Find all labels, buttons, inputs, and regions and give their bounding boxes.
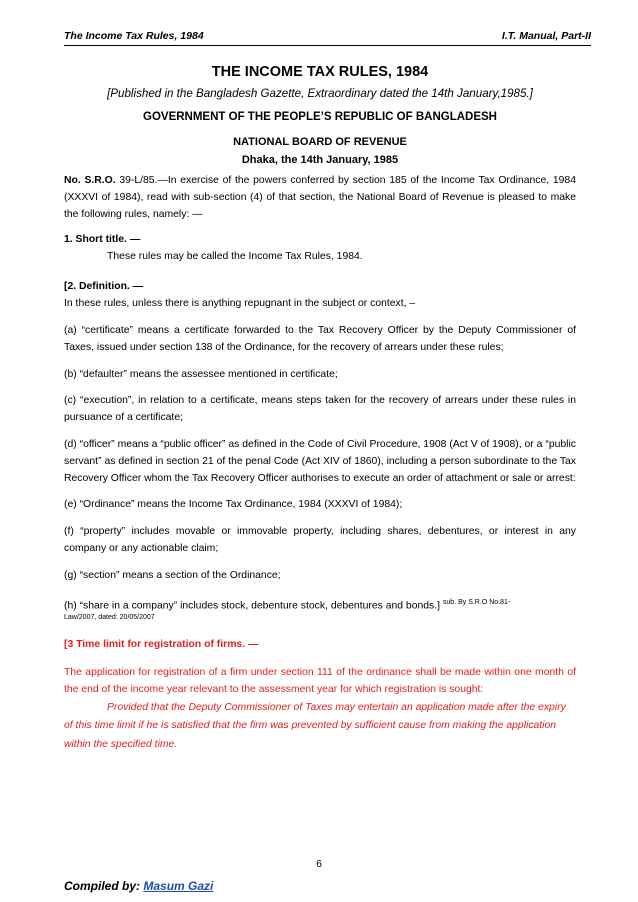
page-body	[64, 64, 576, 754]
definition-heading: [2. Definition. —	[64, 281, 144, 293]
header-left: The Income Tax Rules, 1984	[64, 30, 204, 42]
preamble	[64, 173, 576, 223]
government-heading: GOVERNMENT OF THE PEOPLE’S REPUBLIC OF BANGLADESH	[143, 110, 497, 123]
board-heading: NATIONAL BOARD OF REVENUE	[233, 136, 407, 149]
running-header	[64, 30, 591, 46]
footer	[64, 879, 213, 893]
footnote-line: Law/2007, dated: 20/05/2007	[64, 613, 155, 621]
compiler-name: Masum Gazi	[143, 879, 214, 893]
footer-label: Compiled by:	[64, 879, 144, 893]
page-number: 6	[316, 858, 322, 870]
definition-item-c: (c) “execution”, in relation to a certificate, means steps taken for the recovery of arrears under these rules in pursuance of a certificate;	[64, 395, 576, 424]
definition-item-d: (d) “officer” means a “public officer” as defined in the Code of Civil Procedure, 1908 (Act V of 1908), or a “public servant” as defined in section 21 of the penal Code (Act XIV of 1860), including a person subordinate to the Tax Recovery Officer whom the Tax Recovery Officer authorises to execute an order of attachment or sale or arrest:	[64, 438, 576, 484]
definition-item-f: (f) “property” includes movable or immovable property, including shares, debentures, or interest in any company or any actionable claim;	[64, 526, 576, 554]
preamble-text: 39-L/85.—In exercise of the powers conferred by section 185 of the Income Tax Ordinance, 1984 (XXXVI of 1984), read with sub-section (4) of that section, the National Board of Revenue is pleased to make the following rules, namely: —	[64, 175, 576, 220]
definition-intro: In these rules, unless there is anything repugnant in the subject or context, –	[64, 298, 416, 310]
registration-heading: [3 Time limit for registration of firms. —	[64, 638, 259, 650]
publication-note: [Published in the Bangladesh Gazette, Extraordinary dated the 14th January,1985.]	[107, 86, 533, 100]
definition-item-h	[64, 595, 576, 615]
definition-item-g: (g) “section” means a section of the Ordinance;	[64, 569, 281, 581]
definition-item-a: (a) “certificate” means a certificate forwarded to the Tax Recovery Officer by the Deputy Commissioner of Taxes, issued under section 138 of the Ordinance, for the recovery of arrears under these rules;	[64, 324, 576, 353]
document-title: THE INCOME TAX RULES, 1984	[211, 64, 429, 80]
definition-item-e: (e) “Ordinance” means the Income Tax Ordinance, 1984 (XXXVI of 1984);	[64, 499, 403, 511]
short-title-text: These rules may be called the Income Tax Rules, 1984.	[107, 250, 363, 262]
definition-item-b: (b) “defaulter” means the assessee mentioned in certificate;	[64, 368, 338, 380]
registration-proviso: Provided that the Deputy Commissioner of Taxes may entertain an application made after the expiry of this time limit if he is satisfied that the firm was prevented by sufficient cause from making the application within the specified time.	[64, 701, 566, 750]
preamble-label: No. S.R.O.	[64, 175, 116, 187]
header-right: I.T. Manual, Part-II	[501, 30, 591, 42]
date-line: Dhaka, the 14th January, 1985	[241, 154, 399, 167]
short-title-heading: 1. Short title. —	[64, 233, 141, 245]
registration-text: The application for registration of a firm under section 111 of the ordinance shall be made within one month of the end of the income year relevant to the assessment year for which registration is sought:	[64, 666, 576, 696]
definition-item-h-text: (h) “share in a company” includes stock, debenture stock, debentures and bonds.]	[64, 600, 441, 611]
footnote-superscript: sub. By S.R.O No.81-	[442, 598, 511, 606]
